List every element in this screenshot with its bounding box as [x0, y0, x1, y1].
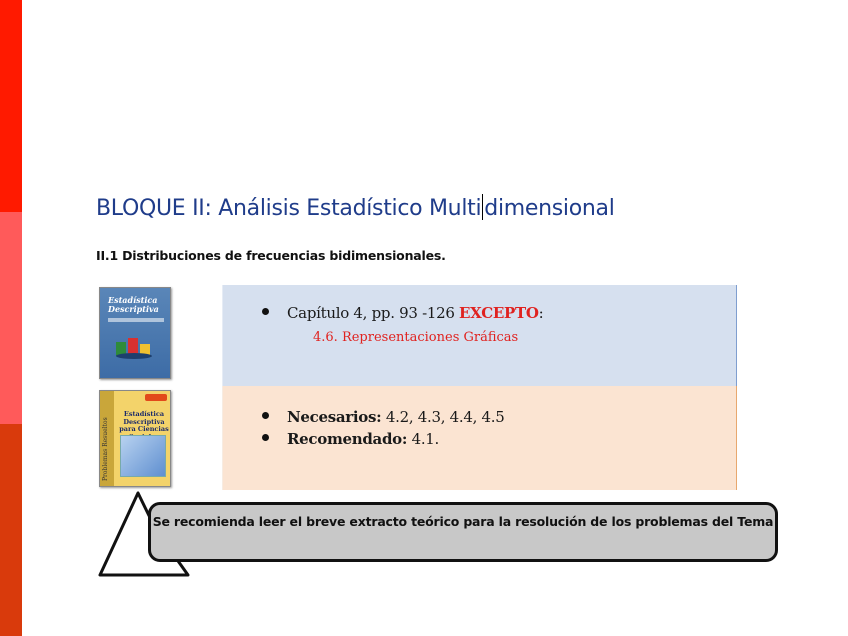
bullet-icon [262, 308, 269, 315]
book2-publisher-badge [145, 394, 167, 401]
callout-text: Se recomienda leer el breve extracto teórico para la resolución de los problemas del Tema [152, 514, 774, 529]
chapter-suffix: : [538, 304, 544, 322]
section-subtitle: II.1 Distribuciones de frecuencias bidimensionales. [96, 248, 446, 263]
side-bar-top [0, 0, 22, 212]
recommended-bullet [262, 430, 439, 448]
excluded-section: 4.6. Representaciones Gráficas [313, 330, 519, 345]
necessary-label: Necesarios: [287, 408, 382, 426]
recommended-label: Recomendado: [287, 430, 408, 448]
chapter-bullet [262, 304, 543, 322]
book-cover-estadistica-descriptiva [99, 287, 171, 379]
book1-title: Estadística Descriptiva [108, 295, 159, 314]
book2-cover-art-icon [120, 435, 166, 477]
chapter-text: Capítulo 4, pp. 93 -126 [287, 304, 460, 322]
bullet-icon [262, 434, 269, 441]
page-title [96, 194, 615, 221]
book1-subtitle-bar [108, 318, 164, 322]
book2-spine-text: Problemas Resueltos [102, 417, 109, 481]
necessary-value: 4.2, 4.3, 4.4, 4.5 [381, 408, 505, 426]
side-bar-middle [0, 212, 22, 424]
callout-box [148, 502, 778, 562]
bullet-icon [262, 412, 269, 419]
side-bar-bottom [0, 424, 22, 636]
book2-title: Estadística Descriptiva para Ciencias [119, 410, 169, 433]
necessary-bullet [262, 408, 505, 426]
book-cover-problemas-resueltos [99, 390, 171, 487]
title-left: BLOQUE II: Análisis Estadístico Multi [96, 196, 482, 221]
title-right: dimensional [484, 196, 615, 221]
book1-cover-art-icon [114, 332, 154, 360]
except-label: EXCEPTO [459, 304, 539, 322]
recommended-value: 4.1. [407, 430, 440, 448]
